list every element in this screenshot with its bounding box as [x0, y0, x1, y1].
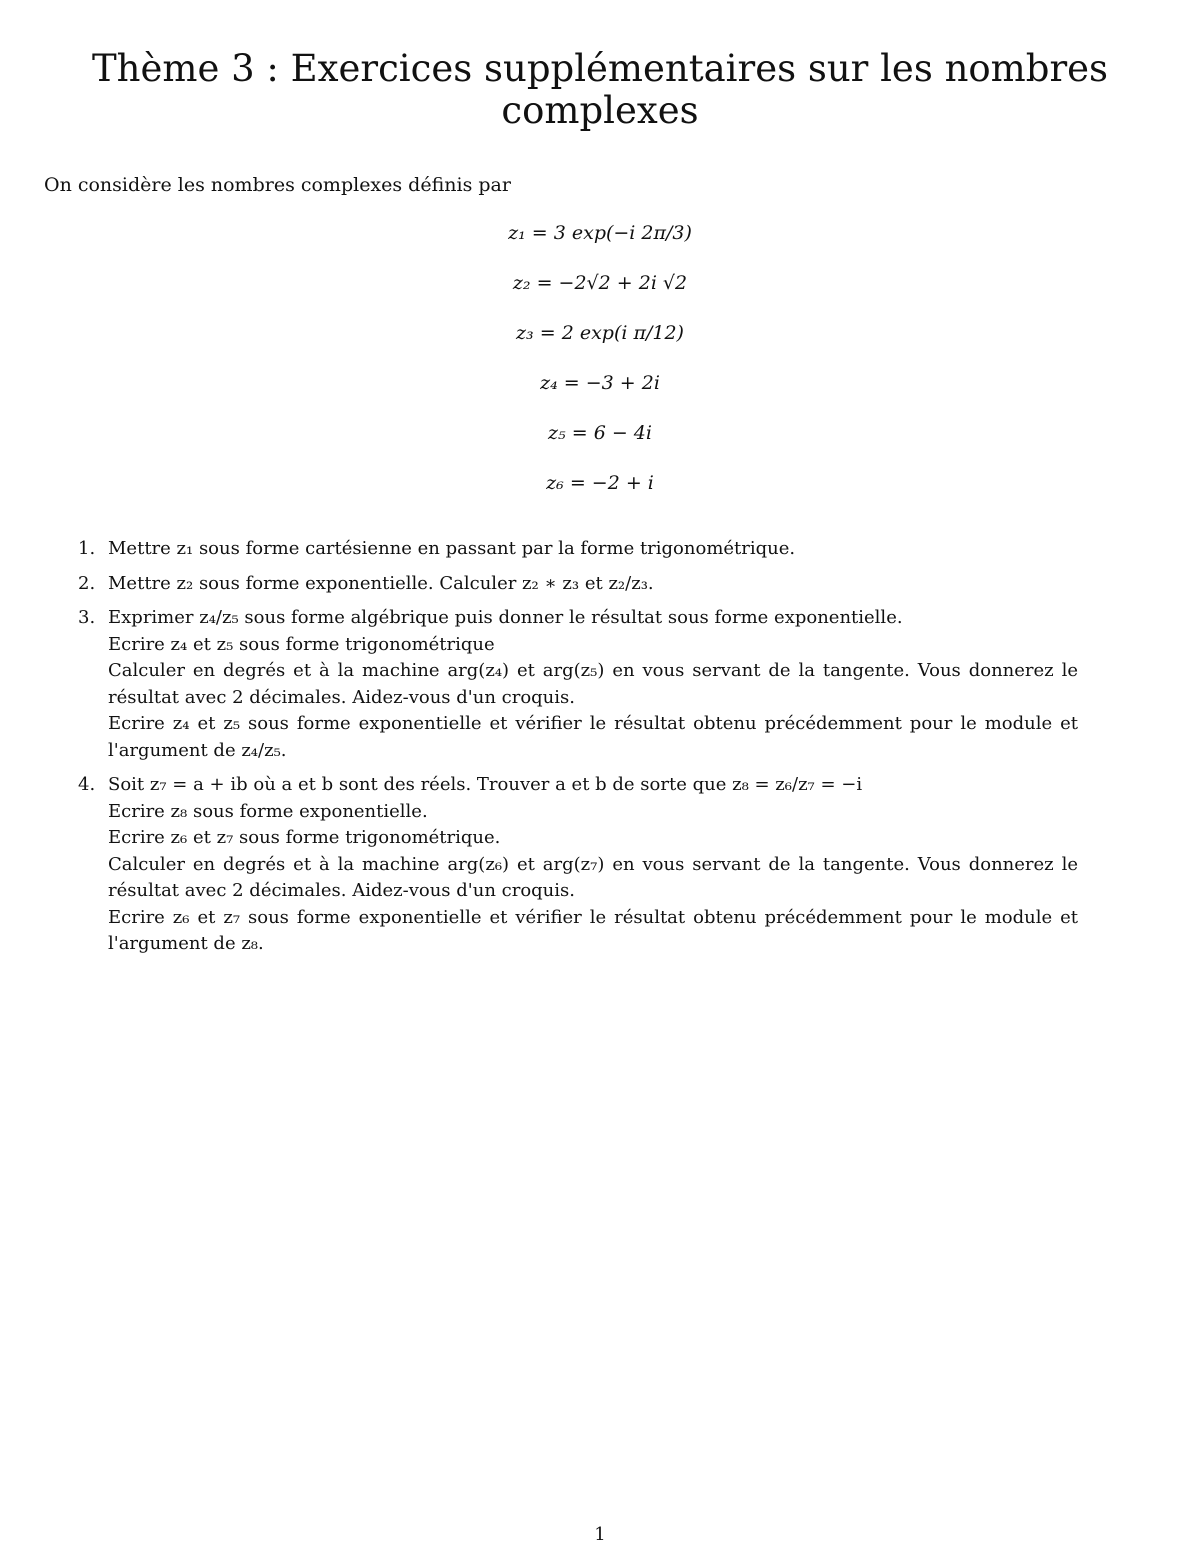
question-line: Ecrire z₄ et z₅ sous forme exponentielle et vérifier le résultat obtenu précédemment pour le module et l'argument de z₄/z₅.	[108, 713, 1078, 761]
question-1	[78, 536, 1078, 563]
question-4	[78, 772, 1078, 958]
equation-label: z₃	[516, 322, 534, 344]
question-line: Ecrire z₄ et z₅ sous forme trigonométrique	[108, 633, 495, 655]
page-number: 1	[594, 1524, 606, 1545]
equation-label: z₆	[546, 472, 564, 494]
equation-list	[0, 218, 1200, 518]
question-line: Soit z₇ = a + ib où a et b sont des réels. Trouver a et b de sorte que z₈ = z₆/z₇ = −i	[108, 774, 863, 795]
equation-z4	[0, 368, 1200, 418]
equation-label: z₂	[512, 272, 531, 294]
question-line: Calculer en degrés et à la machine arg(z₆) et arg(z₇) en vous servant de la tangente. Vous donnerez le résultat avec 2 décimales. Aidez-vous d'un croquis.	[108, 853, 1078, 901]
equation-z5	[0, 418, 1200, 468]
equation-label: z₁	[508, 222, 526, 244]
question-number: 3.	[78, 607, 96, 628]
equation-label: z₄	[540, 372, 558, 394]
question-3	[78, 605, 1078, 764]
question-2	[78, 571, 1078, 598]
equation-body: = 6 − 4i	[571, 422, 652, 444]
equation-z3	[0, 318, 1200, 368]
title-line-2: complexes	[501, 89, 699, 132]
equation-z2	[0, 268, 1200, 318]
equation-body: = −2 + i	[569, 472, 654, 494]
equation-z1	[0, 218, 1200, 268]
question-line: Mettre z₁ sous forme cartésienne en passant par la forme trigonométrique.	[108, 538, 796, 559]
question-line: Ecrire z₆ et z₇ sous forme exponentielle et vérifier le résultat obtenu précédemment pour le module et l'argument de z₈.	[108, 906, 1078, 954]
question-number: 2.	[78, 572, 96, 594]
equation-label: z₅	[548, 422, 566, 444]
question-line: Ecrire z₆ et z₇ sous forme trigonométrique.	[108, 827, 501, 848]
equation-body: = −3 + 2i	[563, 372, 660, 394]
page-title	[0, 48, 1200, 132]
question-line: Exprimer z₄/z₅ sous forme algébrique puis donner le résultat sous forme exponentielle.	[108, 607, 903, 628]
question-number: 1.	[78, 538, 96, 559]
equation-body: = −2√2 + 2i √2	[536, 272, 688, 294]
title-line-1: Thème 3 : Exercices supplémentaires sur les nombres	[91, 47, 1109, 90]
question-line: Mettre z₂ sous forme exponentielle. Calculer z₂ ∗ z₃ et z₂/z₃.	[108, 572, 654, 594]
intro-text: On considère les nombres complexes définis par	[44, 174, 511, 196]
question-line: Ecrire z₈ sous forme exponentielle.	[108, 800, 428, 822]
equation-body: = 3 exp(−i 2π/3)	[531, 222, 692, 244]
equation-body: = 2 exp(i π/12)	[539, 322, 684, 344]
question-line: Calculer en degrés et à la machine arg(z₄) et arg(z₅) en vous servant de la tangente. Vous donnerez le résultat avec 2 décimales. Aidez-vous d'un croquis.	[108, 660, 1078, 708]
question-number: 4.	[78, 774, 96, 795]
equation-z6	[0, 468, 1200, 518]
question-list	[78, 536, 1078, 966]
